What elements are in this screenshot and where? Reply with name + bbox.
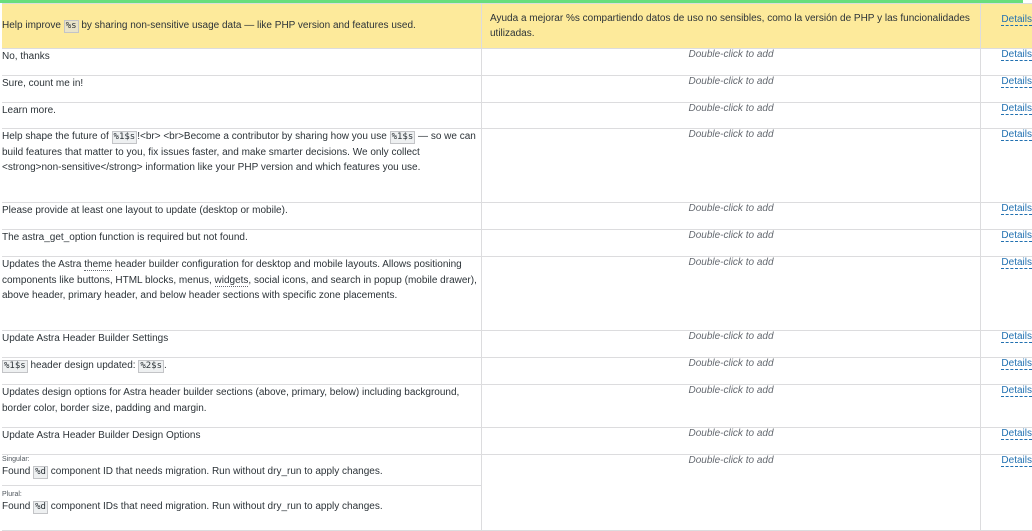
table-row[interactable] [2,103,1032,129]
plural-text: Found %d component IDs that need migration. Run without dry_run to apply changes. [2,500,383,512]
actions-cell [981,455,1032,531]
double-click-hint: Double-click to add [688,257,774,268]
translation-cell[interactable] [482,331,981,358]
placeholder-tag: %1$s [113,132,136,142]
original-string-cell: Sure, count me in! [2,76,482,103]
translation-cell[interactable] [482,230,981,257]
table-row-active[interactable] [2,4,1032,49]
double-click-hint: Double-click to add [688,129,774,140]
original-string-cell: %1$s header design updated: %2$s . [2,358,482,385]
details-link[interactable]: Details [1001,103,1032,114]
double-click-hint: Double-click to add [688,103,774,114]
table-row[interactable] [2,230,1032,257]
actions-cell [981,385,1032,428]
original-string-cell: Learn more. [2,103,482,129]
translation-cell[interactable] [482,203,981,230]
plural-label: Plural: [2,490,22,498]
double-click-hint: Double-click to add [688,428,774,439]
double-click-hint: Double-click to add [688,385,774,396]
plural-divider [2,485,481,486]
table-row[interactable] [2,358,1032,385]
original-string-cell: Update Astra Header Builder Settings [2,331,482,358]
double-click-hint: Double-click to add [688,76,774,87]
placeholder-tag: %2$s [140,361,163,371]
glossary-term[interactable]: theme [84,259,113,270]
translation-cell[interactable] [482,455,981,531]
singular-label: Singular: [2,456,30,463]
table-row[interactable] [2,428,1032,455]
actions-cell [981,358,1032,385]
double-click-hint: Double-click to add [688,455,774,466]
original-string-cell: No, thanks [2,49,482,76]
details-link[interactable]: Details [1001,203,1032,214]
translation-cell[interactable] [482,257,981,331]
translation-cell[interactable] [482,129,981,203]
placeholder-tag: %1$s [4,361,26,371]
original-string-cell: Updates design options for Astra header builder sections (above, primary, below) including background, border color, border size, padding and margin. [2,385,482,428]
placeholder-tag: %d [35,467,46,477]
details-link[interactable]: Details [1001,14,1032,25]
details-link[interactable]: Details [1001,455,1032,466]
original-string-cell: Help shape the future of %1$s !<br> <br>Become a contributor by sharing how you use %1$s — so we can build features that matter to you, fix issues faster, and make smarter decisions. We only collect <strong>non-sensitive</strong> information like your PHP version and which features you use. [2,129,482,203]
table-row[interactable] [2,385,1032,428]
double-click-hint: Double-click to add [688,203,774,214]
placeholder-tag: %s [65,21,77,32]
translation-cell[interactable] [482,49,981,76]
table-row-plural[interactable] [2,455,1032,531]
double-click-hint: Double-click to add [688,230,774,241]
actions-cell [981,49,1032,76]
actions-cell [981,331,1032,358]
actions-cell [981,4,1032,49]
placeholder-tag: %d [35,501,46,512]
singular-text: Found %d component ID that needs migration. Run without dry_run to apply changes. [2,466,383,477]
table-row[interactable] [2,257,1032,331]
original-string-cell: The astra_get_option function is required but not found. [2,230,482,257]
table-row[interactable] [2,203,1032,230]
table-row[interactable] [2,331,1032,358]
actions-cell [981,76,1032,103]
table-row[interactable] [2,49,1032,76]
details-link[interactable]: Details [1001,257,1032,268]
placeholder-tag: %1$s [391,132,414,142]
details-link[interactable]: Details [1001,331,1032,342]
translation-cell[interactable] [482,385,981,428]
translation-cell[interactable] [482,103,981,129]
double-click-hint: Double-click to add [688,49,774,60]
translation-table [2,3,1032,531]
original-string-cell: Updates the Astra theme header builder configuration for desktop and mobile layouts. Allows positioning components like buttons, HTML blocks, menus, widgets, social icons, and search in popup (mobile drawer), above header, primary header, and below header sections with specific zone placements. [2,257,482,331]
actions-cell [981,257,1032,331]
actions-cell [981,103,1032,129]
details-link[interactable]: Details [1001,385,1032,396]
original-string-cell: Update Astra Header Builder Design Options [2,428,482,455]
glossary-term[interactable]: widgets [214,274,249,286]
original-string-cell: Help improve %s by sharing non-sensitive usage data — like PHP version and features used. [2,4,482,49]
actions-cell [981,428,1032,455]
details-link[interactable]: Details [1001,76,1032,87]
original-string-cell: Please provide at least one layout to update (desktop or mobile). [2,203,482,230]
double-click-hint: Double-click to add [688,358,774,369]
details-link[interactable]: Details [1001,428,1032,439]
table-row[interactable] [2,76,1032,103]
details-link[interactable]: Details [1001,49,1032,60]
original-string-cell [2,455,482,531]
translation-cell[interactable] [482,4,981,49]
details-link[interactable]: Details [1001,129,1032,140]
translation-cell[interactable] [482,76,981,103]
table-row[interactable] [2,129,1032,203]
actions-cell [981,230,1032,257]
translation-cell[interactable] [482,428,981,455]
translation-text: Ayuda a mejorar %s compartiendo datos de uso no sensibles, como la versión de PHP y las funcionalidades utilizadas. [490,12,970,39]
details-link[interactable]: Details [1001,230,1032,241]
translation-cell[interactable] [482,358,981,385]
double-click-hint: Double-click to add [688,331,774,342]
details-link[interactable]: Details [1001,358,1032,369]
actions-cell [981,203,1032,230]
actions-cell [981,129,1032,203]
